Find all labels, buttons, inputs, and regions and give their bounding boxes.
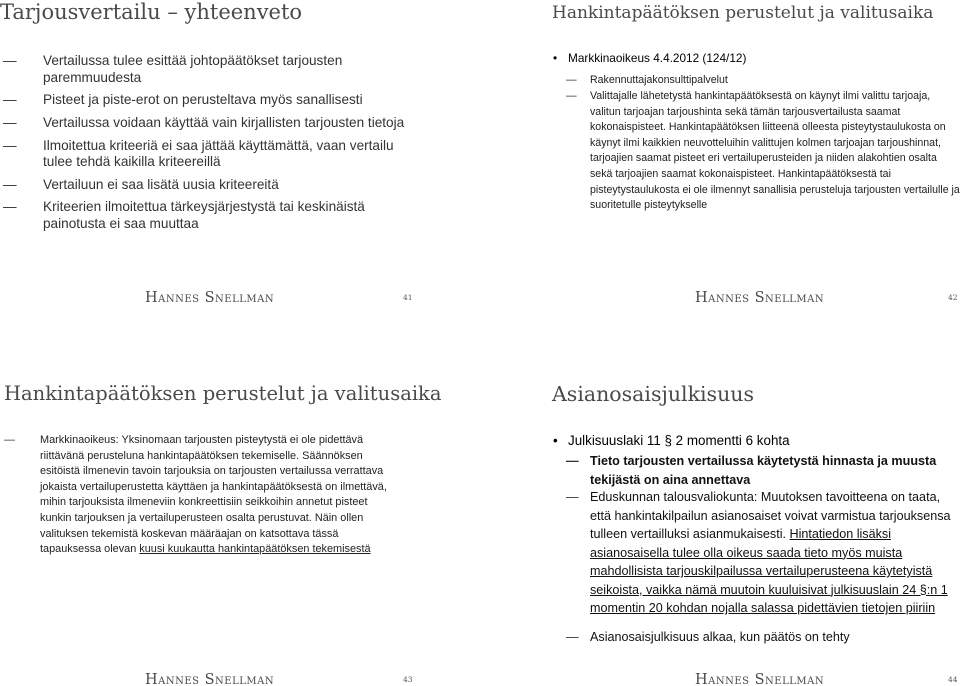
page-number: 41 (403, 293, 413, 302)
brand-logo: Hannes Snellman (145, 290, 275, 306)
brand-logo: Hannes Snellman (695, 290, 825, 306)
slide-title: Asianosaisjulkisuus (552, 382, 755, 406)
page-number: 42 (948, 293, 958, 302)
sub-item: — Rakennuttajakonsulttipalvelut (590, 73, 960, 89)
bullet-list (568, 51, 958, 65)
list-item: — Vertailuun ei saa lisätä uusia kriteereitä (43, 177, 423, 194)
sub-item (590, 488, 960, 618)
brand-logo: Hannes Snellman (145, 672, 275, 686)
page-number: 43 (403, 675, 413, 684)
underlined-text: Hintatiedon lisäksi asianosaisella tulee olla oikeus saada tieto myös muista mahdollisista tarjouskilpailussa vertailuperusteena käytetyistä seikoista, vaikka nämä muutoin kuuluisivat julkisuuslain 24 §:n 1 momentin 20 kohdan nojalla salassa pidettävien tietojen piiriin (590, 527, 948, 615)
brand-logo: Hannes Snellman (695, 672, 825, 686)
slide-title: Hankintapäätöksen perustelut ja valitusaika (552, 3, 934, 23)
list-item: — Pisteet ja piste-erot on perusteltava myös sanallisesti (43, 92, 423, 109)
list-item: — Vertailussa voidaan käyttää vain kirjallisten tarjousten tietoja (43, 115, 423, 132)
page-number: 44 (948, 675, 958, 684)
list-item: — Vertailussa tulee esittää johtopäätökset tarjousten paremmuudesta (43, 53, 423, 86)
bullet-list (43, 53, 423, 239)
sub-item: — Asianosaisjulkisuus alkaa, kun päätös on tehty (590, 628, 960, 647)
slide-42 (550, 0, 960, 338)
slide-44 (550, 350, 960, 686)
slide-footer (0, 672, 476, 686)
paragraph-text: Markkinaoikeus: Yksinomaan tarjousten pisteytystä ei ole pidettävä riittävänä perusteluna hankintapäätöksen tekemiselle. Säännöksen esitöistä ilmenevin tavoin tarjouksia on tarjousten vertailussa verrattava jokaista vertailuperustetta käyttäen ja hankintapäätöksestä on ilmettävä, mihin tarjouksista ilmeneviin konkreettisiin seikkoihin annetut pisteet kunkin tarjouksen ja vertailuperusteen osalta perustuvat. Näin ollen valituksen tekemistä koskevan määräajan on katsottava tässä tapauksessa olevan (40, 434, 387, 556)
list-item: • Julkisuuslaki 11 § 2 momentti 6 kohta (568, 433, 790, 449)
slide-footer (550, 672, 960, 686)
paragraph-text: Eduskunnan talousvaliokunta: Muutoksen tavoitteena on taata, että hankintakilpailun asianosaiset voivat varmistua tarjouksensa tulleen vertailluksi asianmukaisesti. (590, 490, 951, 541)
list-item: • Markkinaoikeus 4.4.2012 (124/12) (568, 51, 958, 65)
list-item: — Ilmoitettua kriteeriä ei saa jättää käyttämättä, vaan vertailu tulee tehdä kaikilla kriteereillä (43, 138, 423, 171)
slide-footer (0, 290, 476, 310)
slide-43 (0, 350, 476, 686)
bullet-list (40, 433, 388, 558)
slide-41 (0, 0, 476, 338)
list-item: — Kriteerien ilmoitettua tärkeysjärjestystä tai keskinäistä painotusta ei saa muuttaa (43, 199, 423, 232)
list-item (40, 433, 388, 558)
slide-title: Hankintapäätöksen perustelut ja valitusaika (4, 382, 442, 405)
slide-title: Tarjousvertailu – yhteenveto (0, 0, 303, 24)
sub-item: — Tieto tarjousten vertailussa käytetystä hinnasta ja muusta tekijästä on aina annettava (590, 452, 960, 489)
underlined-text: kuusi kuukautta hankintapäätöksen tekemisestä (139, 543, 371, 556)
sub-item: — Valittajalle lähetetystä hankintapäätöksestä on käynyt ilmi valittu tarjoaja, valitun tarjoajan tarjoushinta sekä tämän tarjousvertailusta saamat kokonaispisteet. Hankintapäätöksen liitteenä olleesta pisteytystaulukosta on käynyt ilmi kaikkien neuvotteluihin valittujen kolmen tarjoajan tarjoushinnat, tarjoajien saamat pisteet eri vertailuperusteiden ja niiden alakohtien osalta sekä tarjoajien saamat kokonaispisteet. Hankintapäätöksestä tai pisteytystaulukosta ei ole ilmennyt sanallisia perusteluja tarjousten vertailulle ja suoritetulle pisteytykselle (590, 89, 960, 214)
slide-footer (550, 290, 960, 310)
